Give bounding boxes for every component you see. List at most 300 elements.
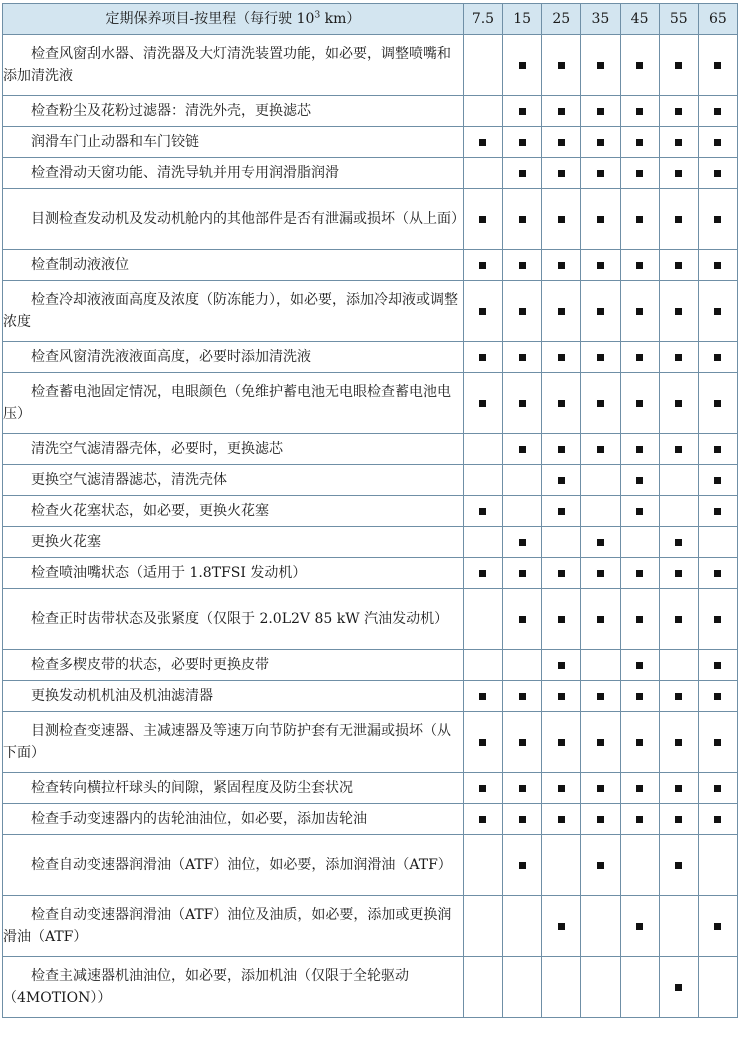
interval-cell [581, 681, 620, 712]
required-mark-icon [714, 108, 721, 115]
required-mark-icon [597, 446, 604, 453]
interval-cell [542, 465, 581, 496]
interval-cell [698, 373, 737, 434]
interval-cell [659, 465, 698, 496]
required-mark-icon [519, 108, 526, 115]
required-mark-icon [636, 354, 643, 361]
required-mark-icon [636, 816, 643, 823]
interval-cell [542, 712, 581, 773]
required-mark-icon [519, 446, 526, 453]
interval-cell [659, 681, 698, 712]
required-mark-icon [714, 354, 721, 361]
interval-cell [581, 465, 620, 496]
interval-cell [698, 158, 737, 189]
required-mark-icon [675, 354, 682, 361]
interval-cell [620, 434, 659, 465]
interval-cell [503, 681, 542, 712]
interval-cell [659, 589, 698, 650]
table-row [3, 434, 738, 465]
interval-cell [581, 189, 620, 250]
required-mark-icon [636, 785, 643, 792]
interval-cell [698, 250, 737, 281]
interval-cell [503, 281, 542, 342]
required-mark-icon [714, 923, 721, 930]
interval-cell [698, 96, 737, 127]
table-row [3, 96, 738, 127]
interval-cell [698, 896, 737, 957]
required-mark-icon [519, 308, 526, 315]
required-mark-icon [597, 354, 604, 361]
interval-cell [542, 96, 581, 127]
interval-cell [620, 527, 659, 558]
interval-cell [581, 35, 620, 96]
interval-cell [620, 158, 659, 189]
header-interval: 55 [659, 4, 698, 35]
interval-cell [463, 558, 502, 589]
required-mark-icon [675, 570, 682, 577]
interval-cell [659, 496, 698, 527]
interval-cell [503, 342, 542, 373]
interval-cell [620, 773, 659, 804]
table-row [3, 558, 738, 589]
required-mark-icon [636, 923, 643, 930]
interval-cell [463, 681, 502, 712]
required-mark-icon [479, 216, 486, 223]
required-mark-icon [675, 139, 682, 146]
interval-cell [542, 835, 581, 896]
interval-cell [698, 127, 737, 158]
required-mark-icon [597, 216, 604, 223]
maintenance-item: 目测检查发动机及发动机舱内的其他部件是否有泄漏或损坏（从上面） [3, 189, 464, 250]
required-mark-icon [479, 354, 486, 361]
interval-cell [503, 527, 542, 558]
interval-cell [659, 250, 698, 281]
required-mark-icon [675, 262, 682, 269]
interval-cell [542, 250, 581, 281]
table-header-row [3, 4, 738, 35]
interval-cell [503, 712, 542, 773]
maintenance-item: 检查制动液液位 [3, 250, 464, 281]
interval-cell [581, 804, 620, 835]
interval-cell [620, 189, 659, 250]
required-mark-icon [597, 862, 604, 869]
required-mark-icon [675, 739, 682, 746]
interval-cell [542, 558, 581, 589]
required-mark-icon [479, 508, 486, 515]
required-mark-icon [479, 400, 486, 407]
interval-cell [698, 281, 737, 342]
interval-cell [463, 373, 502, 434]
interval-cell [698, 496, 737, 527]
interval-cell [698, 804, 737, 835]
required-mark-icon [675, 693, 682, 700]
required-mark-icon [714, 400, 721, 407]
required-mark-icon [558, 262, 565, 269]
required-mark-icon [714, 570, 721, 577]
required-mark-icon [714, 739, 721, 746]
interval-cell [463, 281, 502, 342]
table-row [3, 342, 738, 373]
table-row [3, 773, 738, 804]
interval-cell [620, 835, 659, 896]
required-mark-icon [519, 816, 526, 823]
required-mark-icon [558, 570, 565, 577]
table-row [3, 189, 738, 250]
interval-cell [698, 527, 737, 558]
required-mark-icon [636, 108, 643, 115]
interval-cell [463, 804, 502, 835]
required-mark-icon [714, 139, 721, 146]
required-mark-icon [597, 108, 604, 115]
required-mark-icon [675, 308, 682, 315]
header-interval: 25 [542, 4, 581, 35]
required-mark-icon [519, 570, 526, 577]
interval-cell [542, 189, 581, 250]
interval-cell [659, 773, 698, 804]
maintenance-item: 检查转向横拉杆球头的间隙，紧固程度及防尘套状况 [3, 773, 464, 804]
header-title-prefix: 定期保养项目-按里程（每行驶 10 [105, 11, 315, 27]
maintenance-item: 检查多楔皮带的状态，必要时更换皮带 [3, 650, 464, 681]
required-mark-icon [558, 923, 565, 930]
interval-cell [581, 434, 620, 465]
required-mark-icon [519, 170, 526, 177]
required-mark-icon [558, 662, 565, 669]
interval-cell [503, 896, 542, 957]
required-mark-icon [519, 400, 526, 407]
maintenance-item: 更换火花塞 [3, 527, 464, 558]
required-mark-icon [636, 262, 643, 269]
interval-cell [698, 835, 737, 896]
required-mark-icon [558, 816, 565, 823]
required-mark-icon [558, 170, 565, 177]
required-mark-icon [636, 216, 643, 223]
required-mark-icon [714, 446, 721, 453]
interval-cell [698, 681, 737, 712]
table-row [3, 957, 738, 1018]
table-body [3, 35, 738, 1018]
table-row [3, 804, 738, 835]
required-mark-icon [558, 400, 565, 407]
required-mark-icon [479, 139, 486, 146]
interval-cell [463, 496, 502, 527]
maintenance-item: 检查蓄电池固定情况，电眼颜色（免维护蓄电池无电眼检查蓄电池电压） [3, 373, 464, 434]
interval-cell [581, 158, 620, 189]
required-mark-icon [519, 354, 526, 361]
interval-cell [581, 96, 620, 127]
header-interval: 35 [581, 4, 620, 35]
interval-cell [503, 96, 542, 127]
required-mark-icon [597, 693, 604, 700]
interval-cell [463, 127, 502, 158]
interval-cell [620, 465, 659, 496]
interval-cell [503, 35, 542, 96]
interval-cell [581, 127, 620, 158]
table-row [3, 681, 738, 712]
maintenance-item: 检查正时齿带状态及张紧度（仅限于 2.0L2V 85 kW 汽油发动机） [3, 589, 464, 650]
required-mark-icon [675, 170, 682, 177]
interval-cell [581, 281, 620, 342]
interval-cell [581, 342, 620, 373]
header-interval: 15 [503, 4, 542, 35]
required-mark-icon [558, 785, 565, 792]
maintenance-item: 检查喷油嘴状态（适用于 1.8TFSI 发动机） [3, 558, 464, 589]
header-title-suffix: km） [320, 11, 361, 27]
required-mark-icon [675, 108, 682, 115]
required-mark-icon [519, 785, 526, 792]
interval-cell [659, 342, 698, 373]
maintenance-item: 润滑车门止动器和车门铰链 [3, 127, 464, 158]
interval-cell [463, 35, 502, 96]
required-mark-icon [636, 139, 643, 146]
required-mark-icon [597, 616, 604, 623]
required-mark-icon [558, 139, 565, 146]
maintenance-item: 检查自动变速器润滑油（ATF）油位及油质，如必要，添加或更换润滑油（ATF） [3, 896, 464, 957]
required-mark-icon [558, 216, 565, 223]
interval-cell [581, 496, 620, 527]
required-mark-icon [675, 216, 682, 223]
required-mark-icon [479, 739, 486, 746]
interval-cell [698, 773, 737, 804]
maintenance-item: 清洗空气滤清器壳体，必要时，更换滤芯 [3, 434, 464, 465]
table-row [3, 527, 738, 558]
required-mark-icon [675, 616, 682, 623]
interval-cell [659, 957, 698, 1018]
required-mark-icon [714, 216, 721, 223]
interval-cell [620, 35, 659, 96]
required-mark-icon [675, 862, 682, 869]
interval-cell [581, 373, 620, 434]
interval-cell [503, 650, 542, 681]
interval-cell [463, 650, 502, 681]
required-mark-icon [714, 477, 721, 484]
interval-cell [503, 773, 542, 804]
maintenance-item: 更换空气滤清器滤芯，清洗壳体 [3, 465, 464, 496]
required-mark-icon [636, 308, 643, 315]
interval-cell [659, 158, 698, 189]
required-mark-icon [597, 400, 604, 407]
maintenance-schedule-table [2, 3, 738, 1018]
required-mark-icon [519, 62, 526, 69]
required-mark-icon [675, 785, 682, 792]
interval-cell [659, 127, 698, 158]
interval-cell [463, 342, 502, 373]
interval-cell [542, 804, 581, 835]
interval-cell [620, 496, 659, 527]
required-mark-icon [558, 108, 565, 115]
interval-cell [542, 650, 581, 681]
table-row [3, 896, 738, 957]
interval-cell [463, 434, 502, 465]
interval-cell [503, 558, 542, 589]
table-row [3, 496, 738, 527]
required-mark-icon [558, 62, 565, 69]
interval-cell [620, 896, 659, 957]
interval-cell [620, 96, 659, 127]
required-mark-icon [675, 816, 682, 823]
required-mark-icon [558, 616, 565, 623]
required-mark-icon [714, 170, 721, 177]
required-mark-icon [558, 693, 565, 700]
interval-cell [659, 712, 698, 773]
interval-cell [698, 465, 737, 496]
interval-cell [620, 281, 659, 342]
required-mark-icon [558, 739, 565, 746]
required-mark-icon [714, 816, 721, 823]
interval-cell [463, 158, 502, 189]
interval-cell [659, 650, 698, 681]
interval-cell [503, 127, 542, 158]
interval-cell [581, 650, 620, 681]
required-mark-icon [479, 262, 486, 269]
required-mark-icon [675, 539, 682, 546]
required-mark-icon [714, 262, 721, 269]
required-mark-icon [597, 816, 604, 823]
interval-cell [463, 527, 502, 558]
interval-cell [620, 558, 659, 589]
interval-cell [698, 35, 737, 96]
required-mark-icon [597, 262, 604, 269]
required-mark-icon [558, 354, 565, 361]
interval-cell [463, 896, 502, 957]
required-mark-icon [519, 139, 526, 146]
maintenance-item: 检查滑动天窗功能、清洗导轨并用专用润滑脂润滑 [3, 158, 464, 189]
required-mark-icon [519, 616, 526, 623]
required-mark-icon [675, 446, 682, 453]
interval-cell [463, 465, 502, 496]
interval-cell [581, 712, 620, 773]
maintenance-item: 检查主减速器机油油位，如必要，添加机油（仅限于全轮驱动（4MOTION）） [3, 957, 464, 1018]
required-mark-icon [519, 262, 526, 269]
interval-cell [463, 96, 502, 127]
table-row [3, 835, 738, 896]
interval-cell [659, 35, 698, 96]
table-row [3, 373, 738, 434]
table-row [3, 35, 738, 96]
interval-cell [542, 35, 581, 96]
required-mark-icon [519, 739, 526, 746]
required-mark-icon [597, 308, 604, 315]
interval-cell [620, 127, 659, 158]
interval-cell [463, 957, 502, 1018]
interval-cell [659, 896, 698, 957]
table-row [3, 158, 738, 189]
table-row [3, 712, 738, 773]
interval-cell [542, 373, 581, 434]
interval-cell [581, 589, 620, 650]
maintenance-item: 更换发动机机油及机油滤清器 [3, 681, 464, 712]
interval-cell [659, 189, 698, 250]
required-mark-icon [636, 62, 643, 69]
header-title-exponent: 3 [314, 10, 321, 21]
interval-cell [659, 835, 698, 896]
interval-cell [503, 434, 542, 465]
interval-cell [659, 96, 698, 127]
interval-cell [542, 773, 581, 804]
required-mark-icon [597, 785, 604, 792]
header-interval: 7.5 [463, 4, 502, 35]
interval-cell [503, 835, 542, 896]
required-mark-icon [675, 62, 682, 69]
table-row [3, 465, 738, 496]
interval-cell [503, 589, 542, 650]
interval-cell [503, 957, 542, 1018]
interval-cell [620, 650, 659, 681]
required-mark-icon [714, 616, 721, 623]
interval-cell [659, 434, 698, 465]
required-mark-icon [519, 216, 526, 223]
required-mark-icon [479, 785, 486, 792]
required-mark-icon [479, 570, 486, 577]
interval-cell [503, 158, 542, 189]
interval-cell [659, 281, 698, 342]
interval-cell [659, 558, 698, 589]
interval-cell [503, 496, 542, 527]
table-row [3, 650, 738, 681]
interval-cell [620, 804, 659, 835]
maintenance-item: 检查火花塞状态，如必要，更换火花塞 [3, 496, 464, 527]
interval-cell [620, 712, 659, 773]
interval-cell [542, 281, 581, 342]
interval-cell [698, 712, 737, 773]
required-mark-icon [636, 616, 643, 623]
interval-cell [542, 896, 581, 957]
required-mark-icon [597, 739, 604, 746]
maintenance-item: 检查粉尘及花粉过滤器：清洗外壳，更换滤芯 [3, 96, 464, 127]
interval-cell [503, 465, 542, 496]
interval-cell [542, 589, 581, 650]
required-mark-icon [636, 477, 643, 484]
required-mark-icon [597, 570, 604, 577]
required-mark-icon [636, 170, 643, 177]
interval-cell [659, 373, 698, 434]
header-title [3, 4, 464, 35]
required-mark-icon [636, 739, 643, 746]
required-mark-icon [636, 400, 643, 407]
required-mark-icon [597, 139, 604, 146]
header-interval: 45 [620, 4, 659, 35]
interval-cell [581, 957, 620, 1018]
required-mark-icon [558, 477, 565, 484]
interval-cell [698, 957, 737, 1018]
maintenance-item: 检查手动变速器内的齿轮油油位，如必要，添加齿轮油 [3, 804, 464, 835]
maintenance-item: 检查自动变速器润滑油（ATF）油位，如必要，添加润滑油（ATF） [3, 835, 464, 896]
interval-cell [463, 835, 502, 896]
interval-cell [698, 342, 737, 373]
interval-cell [581, 835, 620, 896]
interval-cell [698, 589, 737, 650]
required-mark-icon [714, 785, 721, 792]
required-mark-icon [714, 662, 721, 669]
table-row [3, 127, 738, 158]
header-interval: 65 [698, 4, 737, 35]
interval-cell [463, 589, 502, 650]
required-mark-icon [519, 539, 526, 546]
interval-cell [581, 527, 620, 558]
interval-cell [463, 189, 502, 250]
interval-cell [620, 589, 659, 650]
required-mark-icon [597, 170, 604, 177]
interval-cell [542, 127, 581, 158]
interval-cell [620, 250, 659, 281]
required-mark-icon [636, 508, 643, 515]
required-mark-icon [479, 693, 486, 700]
interval-cell [542, 342, 581, 373]
interval-cell [542, 496, 581, 527]
required-mark-icon [714, 308, 721, 315]
interval-cell [542, 158, 581, 189]
interval-cell [620, 957, 659, 1018]
required-mark-icon [558, 508, 565, 515]
